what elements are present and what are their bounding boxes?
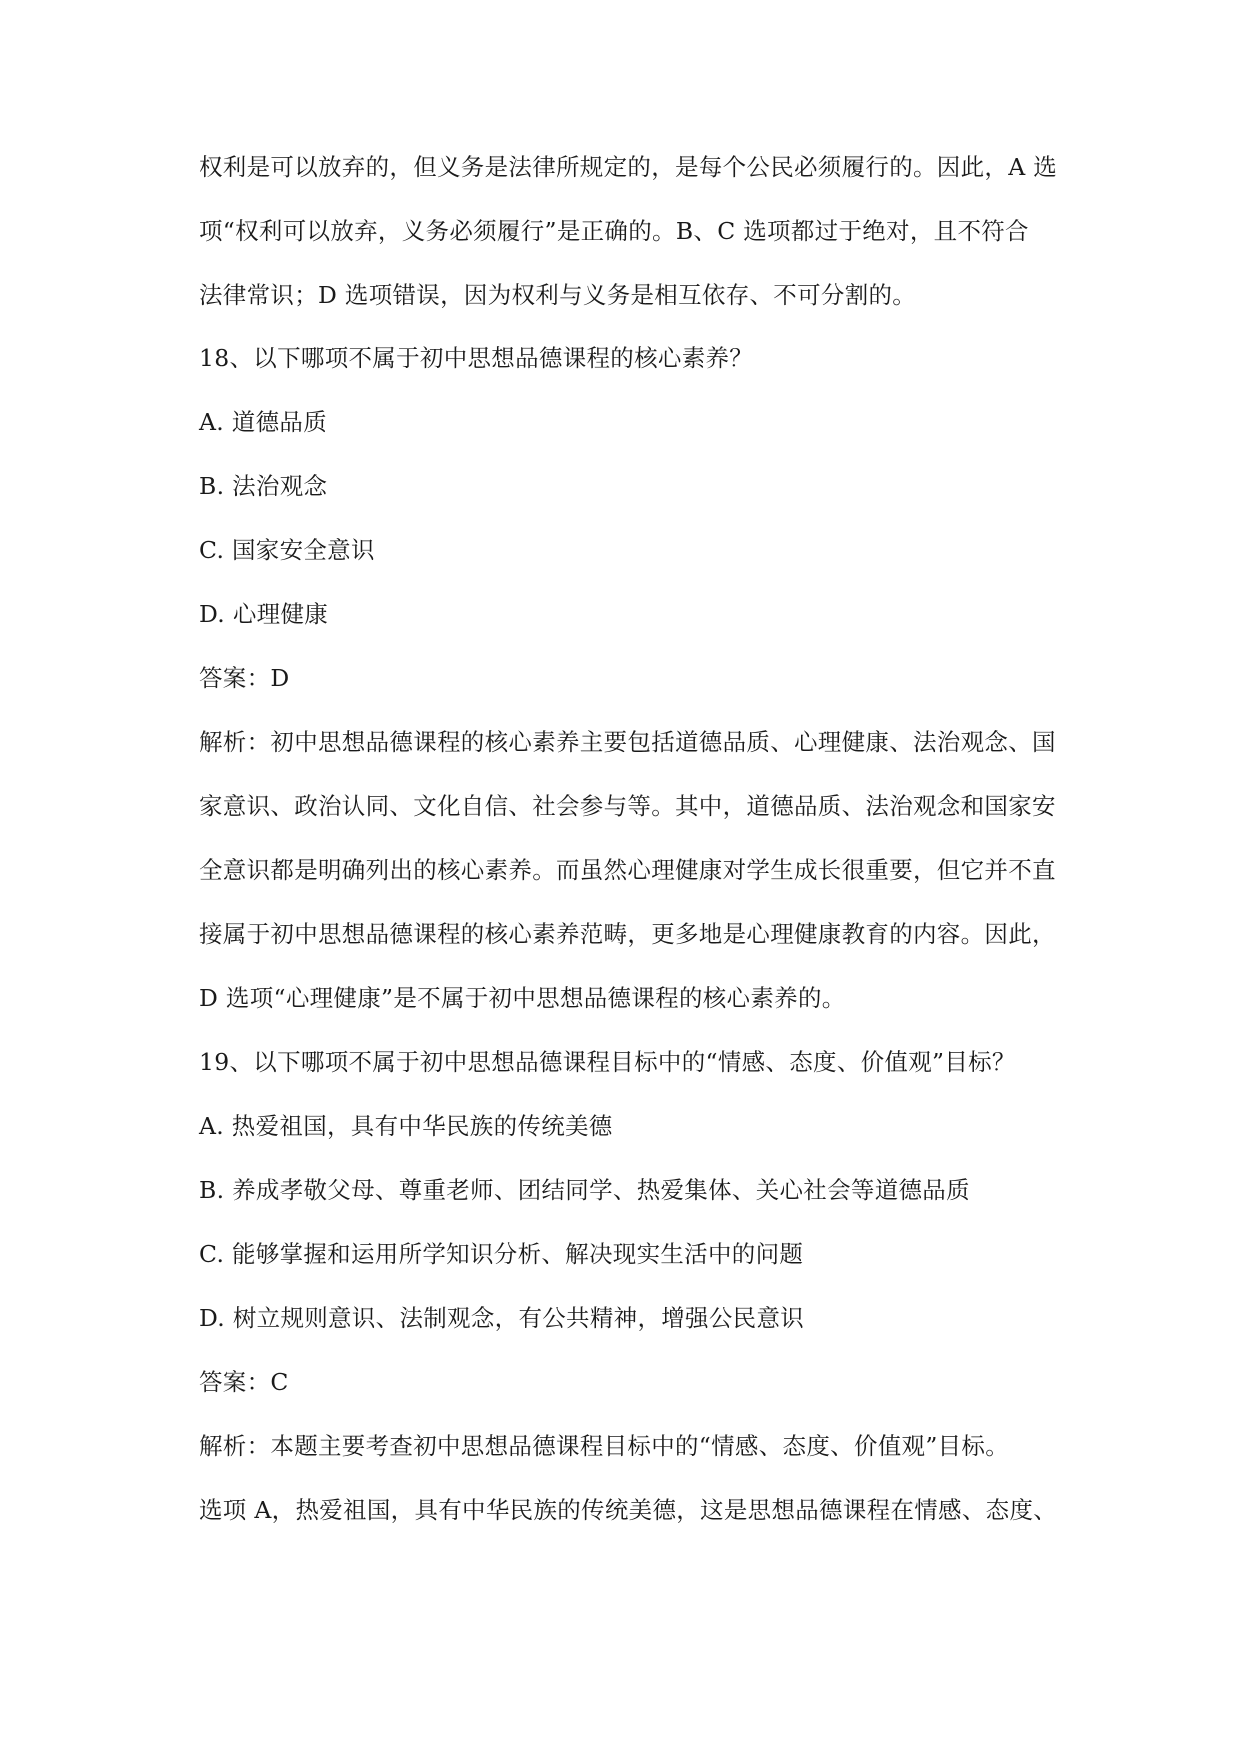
question-18-option-b: B. 法治观念: [199, 472, 328, 500]
paragraph-line: 法律常识；D 选项错误，因为权利与义务是相互依存、不可分割的。: [199, 281, 917, 309]
paragraph-line: 权利是可以放弃的，但义务是法律所规定的，是每个公民必须履行的。因此，A 选: [199, 153, 1058, 181]
question-19-option-a: A. 热爱祖国，具有中华民族的传统美德: [199, 1112, 613, 1140]
question-19-explanation-line: 解析：本题主要考查初中思想品德课程目标中的“情感、态度、价值观”目标。: [199, 1432, 1010, 1460]
question-19-explanation-line: 选项 A，热爱祖国，具有中华民族的传统美德，这是思想品德课程在情感、态度、: [199, 1496, 1058, 1524]
question-18-option-a: A. 道德品质: [199, 408, 328, 436]
question-18-answer: 答案：D: [199, 664, 290, 692]
question-18-title: 18、以下哪项不属于初中思想品德课程的核心素养？: [199, 344, 754, 372]
question-18-explanation-line: 接属于初中思想品德课程的核心素养范畴，更多地是心理健康教育的内容。因此，: [199, 920, 1056, 948]
question-18-explanation-line: D 选项“心理健康”是不属于初中思想品德课程的核心素养的。: [199, 984, 846, 1012]
question-18-explanation-line: 家意识、政治认同、文化自信、社会参与等。其中，道德品质、法治观念和国家安: [199, 792, 1056, 820]
question-19-option-b: B. 养成孝敬父母、尊重老师、团结同学、热爱集体、关心社会等道德品质: [199, 1176, 970, 1204]
question-19-answer: 答案：C: [199, 1368, 289, 1396]
question-18-option-d: D. 心理健康: [199, 600, 329, 628]
question-19-option-c: C. 能够掌握和运用所学知识分析、解决现实生活中的问题: [199, 1240, 804, 1268]
question-19-option-d: D. 树立规则意识、法制观念，有公共精神，增强公民意识: [199, 1304, 805, 1332]
question-18-option-c: C. 国家安全意识: [199, 536, 375, 564]
paragraph-line: 项“权利可以放弃，义务必须履行”是正确的。B、C 选项都过于绝对，且不符合: [199, 217, 1029, 245]
question-18-explanation-line: 全意识都是明确列出的核心素养。而虽然心理健康对学生成长很重要，但它并不直: [199, 856, 1056, 884]
question-19-title: 19、以下哪项不属于初中思想品德课程目标中的“情感、态度、价值观”目标？: [199, 1048, 1016, 1076]
question-18-explanation-line: 解析：初中思想品德课程的核心素养主要包括道德品质、心理健康、法治观念、国: [199, 728, 1056, 756]
